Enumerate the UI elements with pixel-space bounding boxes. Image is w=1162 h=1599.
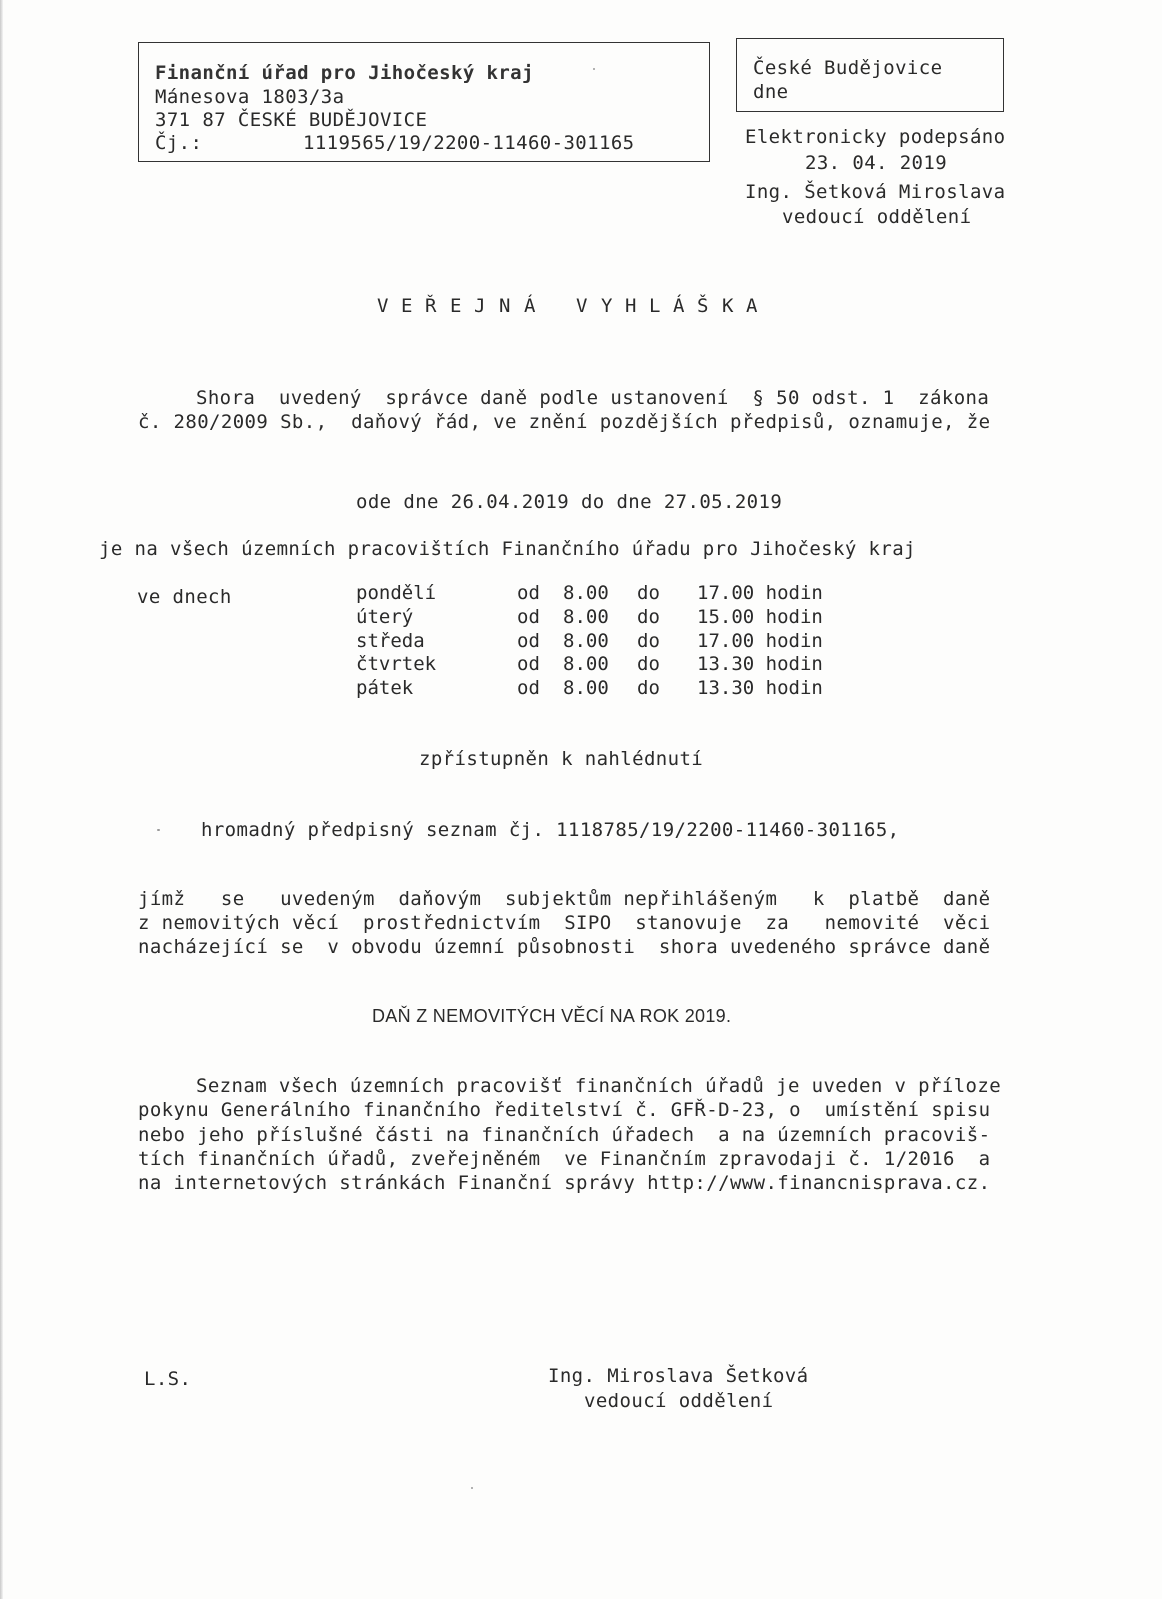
hours-do: do xyxy=(637,677,660,699)
title-letter: N xyxy=(499,295,511,317)
title-letter: Y xyxy=(601,295,613,317)
hours-to: 17.00 hodin xyxy=(697,582,823,604)
office-street: Mánesova 1803/3a xyxy=(155,86,345,108)
signed-date: 23. 04. 2019 xyxy=(805,152,948,174)
title-letter: Š xyxy=(697,295,709,317)
footer-role: vedoucí oddělení xyxy=(584,1390,774,1412)
date-label: dne xyxy=(753,81,789,103)
hours-from: 8.00 xyxy=(563,606,609,628)
hours-day: pátek xyxy=(356,677,414,699)
hours-do: do xyxy=(637,582,660,604)
location-line: je na všech územních pracovištích Finančního úřadu pro Jihočeský kraj xyxy=(99,538,916,560)
title-letter: A xyxy=(746,295,758,317)
reference-number: 1119565/19/2200-11460-301165 xyxy=(303,132,635,154)
body-line-3: nacházející se v obvodu územní působnosti shora uvedeného správce daně xyxy=(138,936,991,958)
hours-do: do xyxy=(637,630,660,652)
scan-speck xyxy=(471,1487,473,1489)
place-name: České Budějovice xyxy=(753,57,943,79)
seal-mark: L.S. xyxy=(144,1368,192,1390)
hours-od: od xyxy=(517,677,540,699)
made-available: zpřístupněn k nahlédnutí xyxy=(419,748,704,770)
intro-line-2: č. 280/2009 Sb., daňový řád, ve znění pozdějších předpisů, oznamuje, že xyxy=(138,411,991,433)
hours-to: 13.30 hodin xyxy=(697,653,823,675)
hours-od: od xyxy=(517,653,540,675)
hours-to: 13.30 hodin xyxy=(697,677,823,699)
hours-od: od xyxy=(517,582,540,604)
scan-speck xyxy=(593,68,595,70)
hours-day: středa xyxy=(356,630,425,652)
hours-day: čtvrtek xyxy=(356,653,437,675)
footer-signer: Ing. Miroslava Šetková xyxy=(548,1365,809,1387)
title-letter: V xyxy=(377,295,389,317)
body-line-1: jímž se uvedeným daňovým subjektům nepřihlášeným k platbě daně xyxy=(138,888,991,910)
office-city: 371 87 ČESKÉ BUDĚJOVICE xyxy=(155,109,428,131)
hours-from: 8.00 xyxy=(563,582,609,604)
note-line-2: pokynu Generálního finančního ředitelství č. GFŘ-D-23, o umístění spisu xyxy=(138,1099,991,1121)
signed-text: Elektronicky podepsáno xyxy=(745,126,1006,148)
hours-od: od xyxy=(517,630,540,652)
body-line-2: z nemovitých věcí prostřednictvím SIPO stanovuje za nemovité věci xyxy=(138,912,991,934)
hours-from: 8.00 xyxy=(563,653,609,675)
reference-label: Čj.: xyxy=(155,132,203,154)
title-letter: V xyxy=(576,295,588,317)
hours-day: úterý xyxy=(356,606,414,628)
hours-day: pondělí xyxy=(356,582,437,604)
title-letter: H xyxy=(625,295,637,317)
note-line-4: tích finančních úřadů, zveřejněném ve Finančním zpravodaji č. 1/2016 a xyxy=(138,1148,991,1170)
hours-do: do xyxy=(637,606,660,628)
title-letter: Á xyxy=(673,295,685,317)
title-letter: Á xyxy=(524,295,536,317)
title-letter: L xyxy=(649,295,661,317)
scan-edge xyxy=(0,0,3,1599)
hours-to: 17.00 hodin xyxy=(697,630,823,652)
note-line-1: Seznam všech územních pracovišť finančních úřadů je uveden v příloze xyxy=(196,1075,1002,1097)
bullet-icon xyxy=(157,829,160,831)
hours-do: do xyxy=(637,653,660,675)
days-label: ve dnech xyxy=(137,586,232,608)
title-letter: E xyxy=(401,295,413,317)
title-letter: K xyxy=(722,295,734,317)
title-letter: J xyxy=(474,295,486,317)
title-letter: Ř xyxy=(425,295,437,317)
hours-to: 15.00 hodin xyxy=(697,606,823,628)
intro-line-1: Shora uvedený správce daně podle ustanovení § 50 odst. 1 zákona xyxy=(196,387,990,409)
note-line-5: na internetových stránkách Finanční správy http://www.financnisprava.cz. xyxy=(138,1172,991,1194)
note-line-3: nebo jeho příslušné části na finančních úřadech a na územních pracoviš- xyxy=(138,1124,991,1146)
hours-od: od xyxy=(517,606,540,628)
list-item: hromadný předpisný seznam čj. 1118785/19/2200-11460-301165, xyxy=(201,819,900,841)
hours-from: 8.00 xyxy=(563,677,609,699)
inspection-period: ode dne 26.04.2019 do dne 27.05.2019 xyxy=(356,491,783,513)
tax-heading: DAŇ Z NEMOVITÝCH VĚCÍ NA ROK 2019. xyxy=(372,1006,732,1026)
office-name: Finanční úřad pro Jihočeský kraj xyxy=(155,62,534,84)
signer-role: vedoucí oddělení xyxy=(782,206,972,228)
title-letter: E xyxy=(450,295,462,317)
signer-name: Ing. Šetková Miroslava xyxy=(745,181,1006,203)
hours-from: 8.00 xyxy=(563,630,609,652)
